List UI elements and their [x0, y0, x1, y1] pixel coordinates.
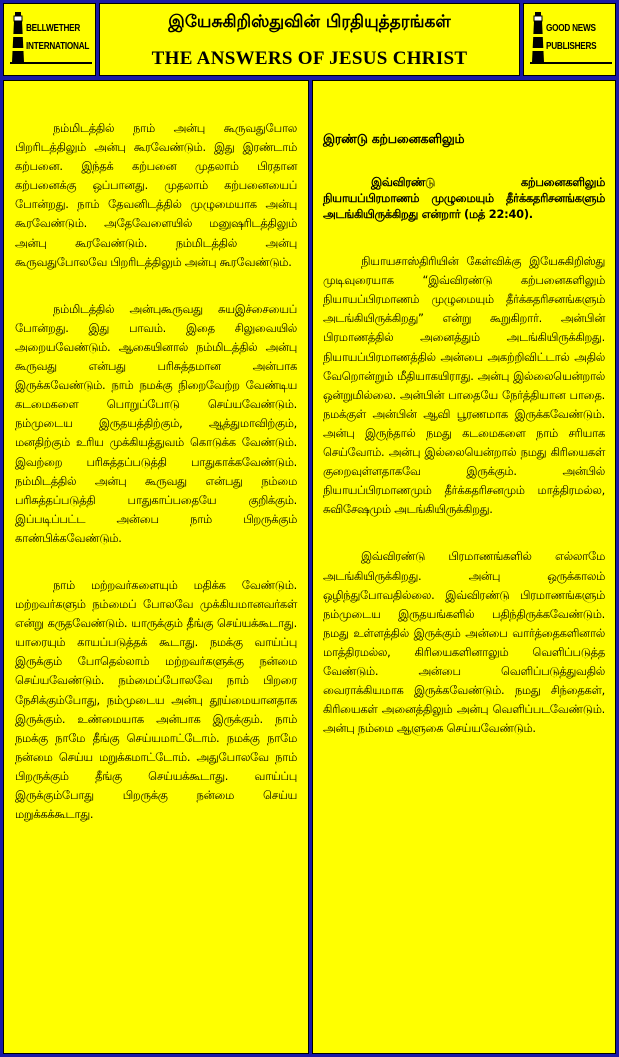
left-column — [3, 80, 309, 1054]
paragraph: நியாயசாஸ்திரியின் கேள்விக்கு இயேசுகிறிஸ்து முடிவுரையாக “இவ்விரண்டு கற்பனைகளிலும் நியாயப்பிரமாணம் முழுமையும் தீர்க்கதரிசனங்களும் அடங்கியிருக்கிறது” என்று கூறுகிறார். அன்பின் பிரமாணத்தில் அனைத்தும் அடங்கியிருக்கிறது. நியாயப்பிரமாணத்தில் அன்பை அகற்றிவிட்டால் அதில் வேறொன்றும் மீதியாகயிராது. அன்பு இல்லையென்றால் ஒன்றுமில்லை. அன்பின் பாதையே நேர்த்தியான பாதை. நமக்குள் அன்பின் ஆவி பூரணமாக இருக்கவேண்டும். அன்பு இருந்தால் நமது கடமைகளை நாம் சரியாக செய்வோம். அன்பு இல்லையென்றால் நமது கிரியைகள் குறைவுள்ளதாகவே இருக்கும். அன்பில் நியாயப்பிரமாணமும் தீர்க்கதரிசனமும் மாத்திரமல்ல, சுவிசேஷமும் அடங்கியிருக்கிறது. — [323, 254, 605, 517]
page-header — [99, 3, 520, 76]
logo-good-news — [523, 3, 616, 76]
paragraph: நாம் மற்றவர்களையும் மதிக்க வேண்டும். மற்றவர்களும் நம்மைப் போலவே முக்கியமானவர்கள் என்று கருதவேண்டும். யாருக்கும் தீங்கு செய்யக்கூடாது. யாரையும் காயப்படுத்தக் கூடாது. நமக்கு வாய்ப்பு இருக்கும் போதெல்லாம் மற்றவர்களுக்கு நன்மை செய்யவேண்டும். நம்மைப்போலவே நாம் பிறரை நேசிக்கும்போது, நம்முடைய அன்பு தூய்மையானதாக இருக்கும். உண்மையாக அன்பாக இருக்கும். நாம் நமக்கு நாமே தீங்கு செய்யமாட்டோம். நமக்கு நாமே நன்மை செய்ய மறுக்கமாட்டோம். அதுபோலவே நாம் பிறருக்கும் தீங்கு செய்யக்கூடாது. வாய்ப்பு இருக்கும்போது பிறருக்கு நன்மை செய்ய மறுக்கக்கூடாது. — [15, 577, 297, 822]
logo-right-line2: PUBLISHERS — [546, 41, 597, 52]
logo-underline — [10, 62, 92, 64]
title-english: THE ANSWERS OF JESUS CHRIST — [151, 48, 468, 69]
section-heading: இரண்டு கற்பனைகளிலும் — [323, 131, 465, 146]
lighthouse-icon — [10, 12, 26, 62]
logo-bellwether — [3, 3, 96, 76]
logo-right-line1: GOOD NEWS — [546, 23, 596, 34]
paragraph: நம்மிடத்தில் அன்புகூருவது சுயஇச்சையைப் போன்றது. இது பாவம். இதை சிலுவையில் அறையவேண்டும். ஆகையினால் நம்மிடத்தில் அன்பு கூருவது என்பது பரிசுத்தமான அன்பாக இருக்கவேண்டும். நாம் நமக்கு நிறைவேற்ற வேண்டிய கடமைகளை பொறுப்போடு செய்யவேண்டும். நம்முடைய இருதயத்திற்கும், ஆத்துமாவிற்கும், மனதிற்கும் உரிய முக்கியத்துவம் கொடுக்க வேண்டும். இவற்றை பரிசுத்தப்படுத்தி பாதுகாக்கவேண்டும். நம்மிடத்தில் அன்பு கூருவது என்பது நம்மை பரிசுத்தப்படுத்தி பாதுகாப்பதையே குறிக்கும். இப்படிப்பட்ட அன்பை நாம் பிறருக்கும் காண்பிக்கவேண்டும். — [15, 301, 297, 545]
lighthouse-icon — [530, 12, 546, 62]
scripture-verse: இவ்விரண்டு கற்பனைகளிலும் நியாயப்பிரமாணம் முழுமையும் தீர்க்கதரிசனங்களும் அடங்கியிருக்கிறது என்றார் (மத் 22:40). — [323, 175, 605, 222]
paragraph: நம்மிடத்தில் நாம் அன்பு கூருவதுபோல பிறரிடத்திலும் அன்பு கூரவேண்டும். இது இரண்டாம் கற்பனை. இந்தக் கற்பனை முதலாம் பிரதான கற்பனைக்கு ஒப்பானது. முதலாம் கற்பனையைப் போன்றது. நாம் தேவனிடத்தில் முழுமையாக அன்பு கூரவேண்டும். அதேவேளையில் மனுஷரிடத்திலும் அன்பு கூரவேண்டும். நம்மிடத்தில் அன்பு கூருவதுபோலவே பிறரிடத்திலும் அன்பு கூரவேண்டும். — [15, 121, 297, 269]
logo-left-line2: INTERNATIONAL — [26, 41, 90, 52]
right-column — [312, 80, 616, 1054]
logo-underline — [530, 62, 612, 64]
title-tamil: இயேசுகிறிஸ்துவின் பிரதியுத்தரங்கள் — [168, 12, 451, 32]
logo-left-line1: BELLWETHER — [26, 23, 81, 34]
paragraph: இவ்விரண்டு பிரமாணங்களில் எல்லாமே அடங்கியிருக்கிறது. அன்பு ஒருக்காலம் ஒழிந்துபோவதில்லை. இவ்விரண்டு பிரமாணங்களும் நம்முடைய இருதயங்களில் பதிந்திருக்கவேண்டும். நமது உள்ளத்தில் இருக்கும் அன்பை வார்த்தைகளினால் மாத்திரமல்ல, கிரியைகளினாலும் வெளிப்படுத்த வேண்டும். அன்பை வெளிப்படுத்துவதில் வைராக்கியமாக இருக்கவேண்டும். நமது சிந்தைகள், கிரியைகள் அனைத்திலும் அன்பு வெளிப்படவேண்டும். அன்பு நம்மை ஆளுகை செய்யவேண்டும். — [323, 549, 605, 736]
